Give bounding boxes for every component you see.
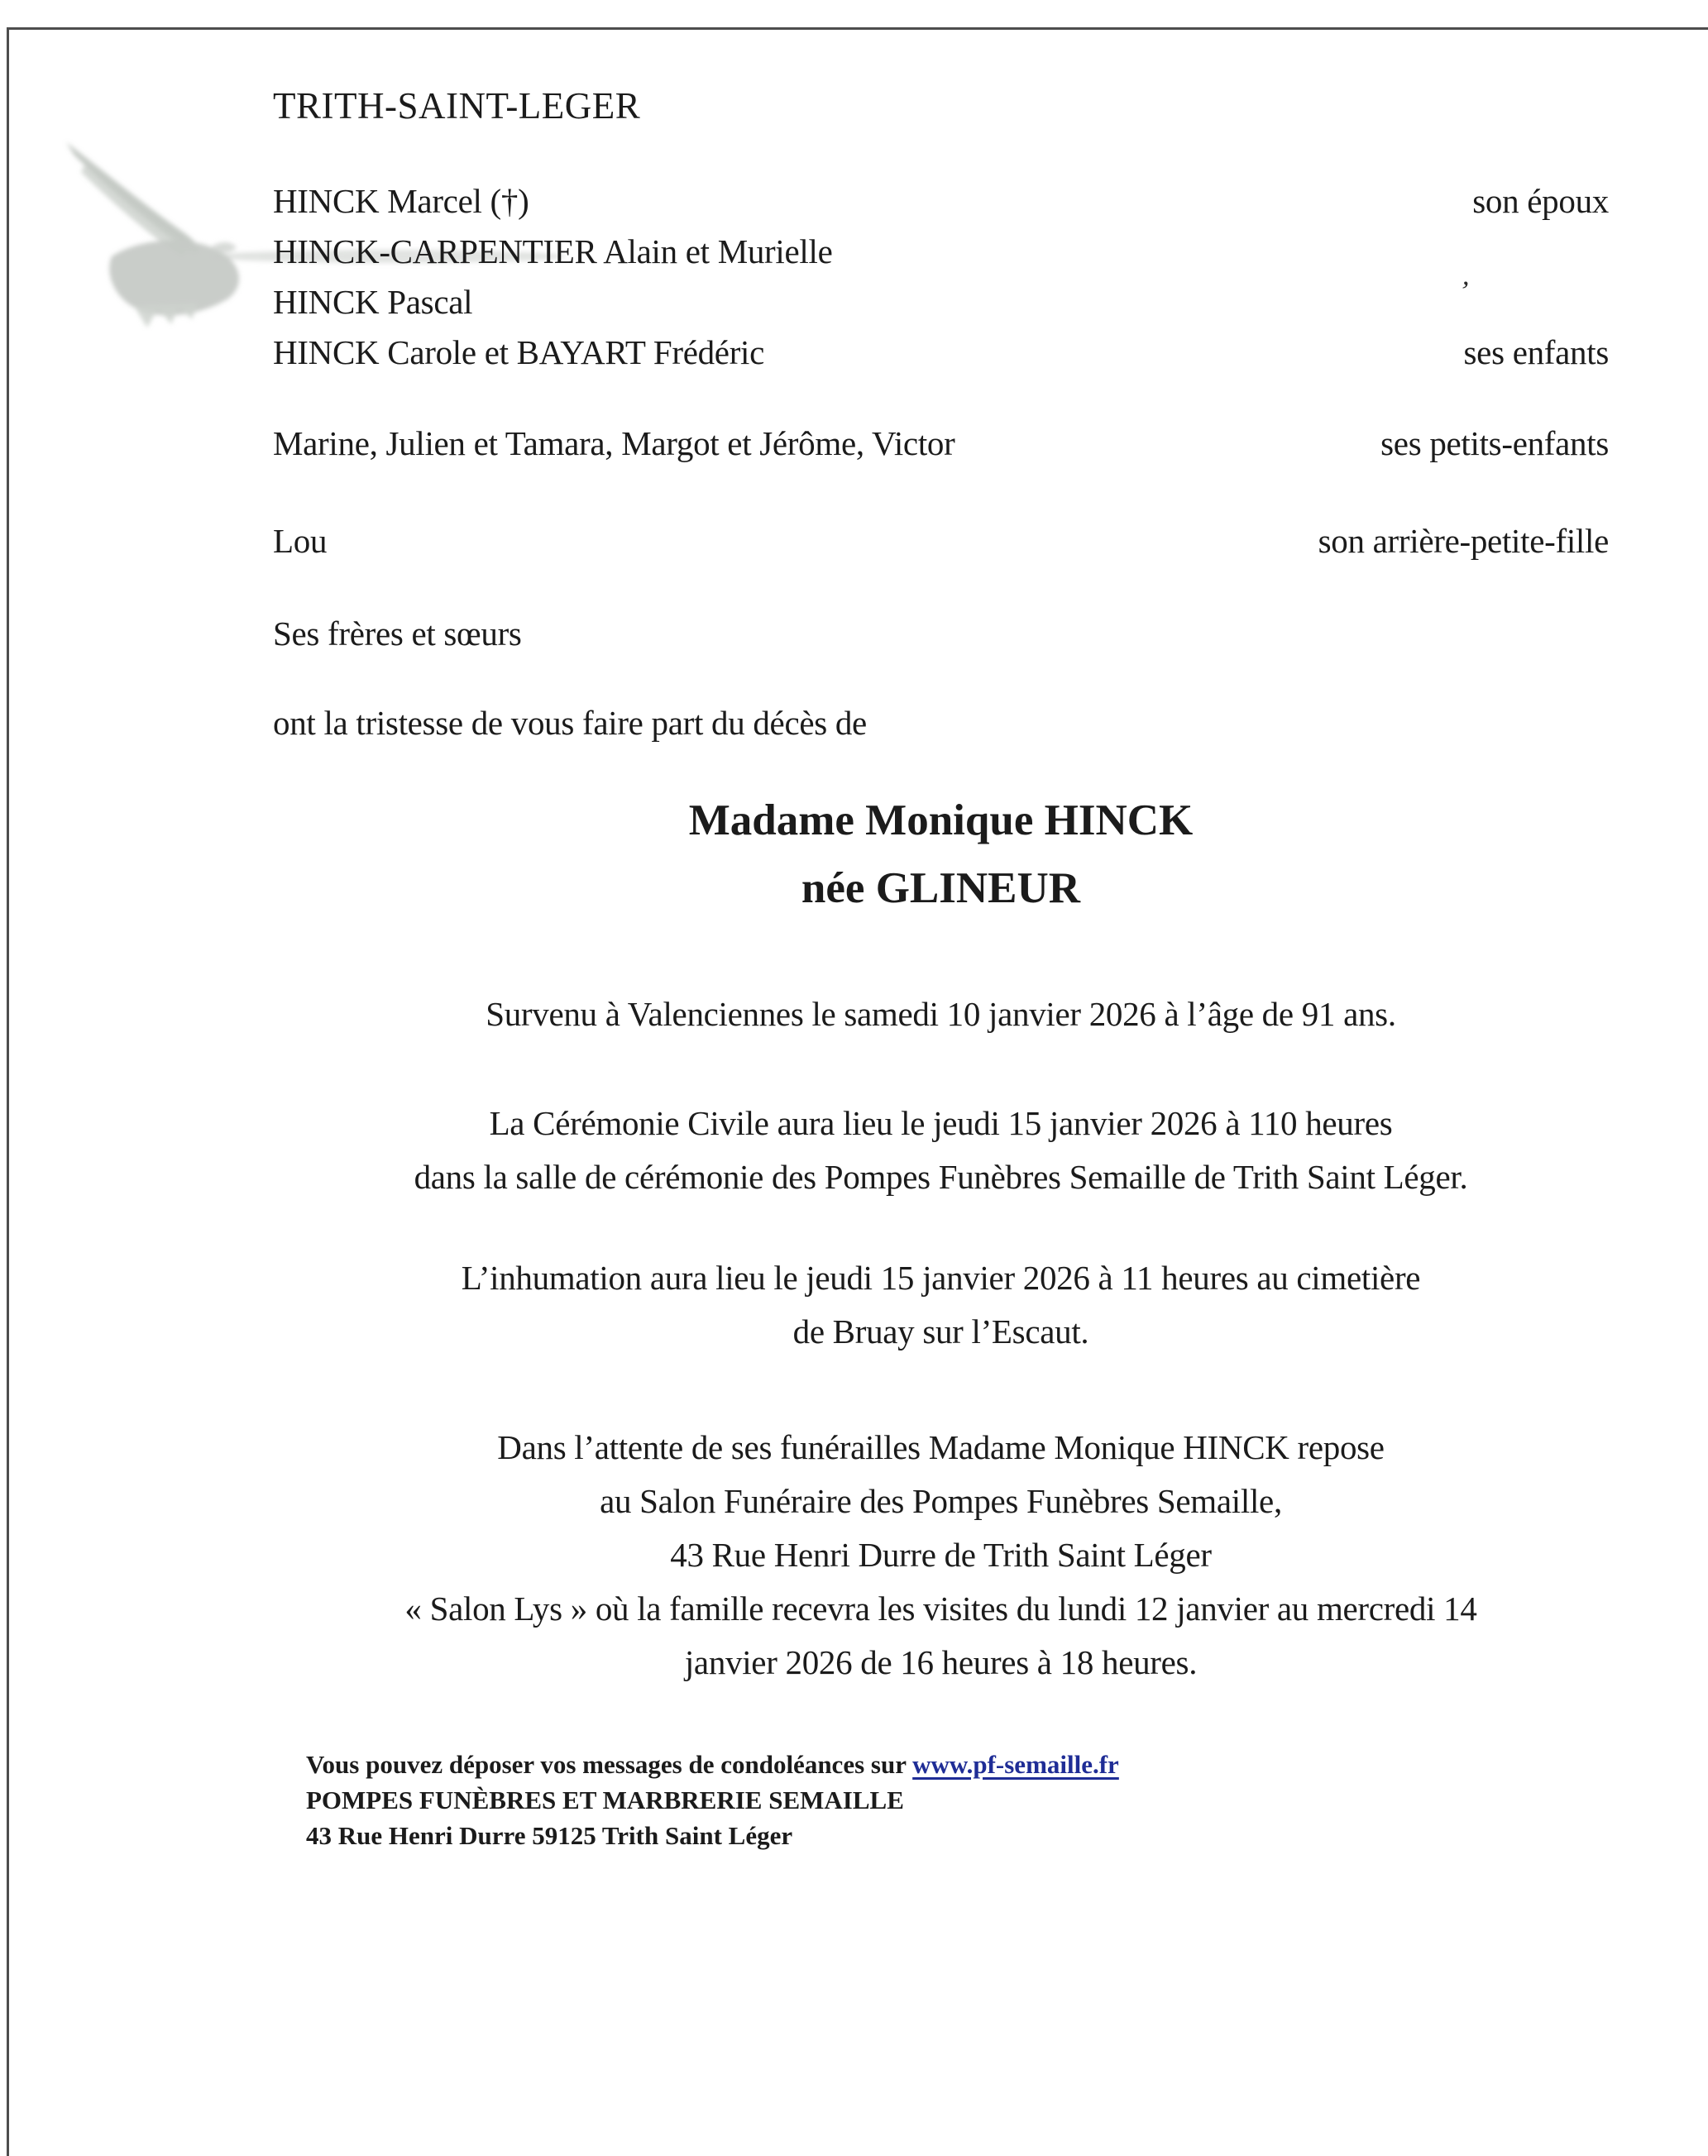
family-member-name: Lou	[273, 522, 328, 560]
paragraph-line: au Salon Funéraire des Pompes Funèbres Semaille,	[600, 1482, 1282, 1520]
city-title: TRITH-SAINT-LEGER	[273, 85, 641, 127]
paragraph-line: dans la salle de cérémonie des Pompes Funèbres Semaille de Trith Saint Léger.	[414, 1158, 1468, 1196]
paragraph-line: Survenu à Valenciennes le samedi 10 janvier 2026 à l’âge de 91 ans.	[486, 995, 1396, 1033]
condolences-text: Vous pouvez déposer vos messages de condoléances sur	[306, 1750, 913, 1779]
funeral-home-footer	[306, 1747, 1609, 1853]
paragraph-line: Dans l’attente de ses funérailles Madame Monique HINCK repose	[497, 1428, 1385, 1466]
funeral-home-address: 43 Rue Henri Durre 59125 Trith Saint Léger	[306, 1821, 793, 1850]
family-member-name: Marine, Julien et Tamara, Margot et Jérôme, Victor	[273, 424, 955, 462]
relation-label: son arrière-petite-fille	[1318, 522, 1609, 560]
deceased-name-line2: née GLINEUR	[801, 864, 1081, 912]
family-row	[273, 327, 1609, 378]
family-row	[273, 227, 1609, 277]
family-row	[273, 176, 1609, 227]
funeral-home-name: POMPES FUNÈBRES ET MARBRERIE SEMAILLE	[306, 1786, 904, 1814]
family-member-name: HINCK Pascal	[273, 283, 473, 321]
intro-line: ont la tristesse de vous faire part du décès de	[273, 704, 867, 742]
deceased-name-line1: Madame Monique HINCK	[688, 796, 1194, 844]
death-details-paragraph	[273, 987, 1609, 1041]
relation-label: ses petits-enfants	[1380, 424, 1609, 462]
family-row	[273, 277, 1609, 327]
scan-artifact-mark: ’	[1457, 275, 1471, 308]
relation-label: son époux	[1472, 182, 1609, 220]
family-row	[273, 516, 1609, 566]
family-member-name: Ses frères et sœurs	[273, 614, 522, 653]
family-member-name: HINCK-CARPENTIER Alain et Murielle	[273, 232, 833, 270]
paragraph-line: La Cérémonie Civile aura lieu le jeudi 15 janvier 2026 à 110 heures	[489, 1104, 1393, 1142]
family-member-name: HINCK Carole et BAYART Frédéric	[273, 333, 765, 371]
burial-paragraph	[273, 1251, 1609, 1359]
paragraph-line: 43 Rue Henri Durre de Trith Saint Léger	[670, 1536, 1212, 1574]
condolences-link[interactable]: www.pf-semaille.fr	[912, 1750, 1119, 1779]
relation-label: ses enfants	[1463, 333, 1609, 371]
deceased-name-title	[273, 786, 1609, 922]
paragraph-line: janvier 2026 de 16 heures à 18 heures.	[684, 1643, 1198, 1681]
visitation-paragraph	[273, 1421, 1609, 1690]
paragraph-line: de Bruay sur l’Escaut.	[792, 1312, 1089, 1350]
family-row	[273, 418, 1609, 469]
page-border-left	[7, 27, 9, 2156]
condolences-line	[306, 1747, 1609, 1782]
family-member-name: HINCK Marcel (†)	[273, 182, 529, 220]
paragraph-line: L’inhumation aura lieu le jeudi 15 janvier 2026 à 11 heures au cimetière	[461, 1259, 1421, 1297]
ceremony-paragraph	[273, 1097, 1609, 1204]
family-row	[273, 609, 1609, 659]
paragraph-line: « Salon Lys » où la famille recevra les visites du lundi 12 janvier au mercredi 14	[404, 1590, 1477, 1628]
family-list	[273, 176, 1609, 659]
announcement-content	[273, 0, 1609, 1853]
